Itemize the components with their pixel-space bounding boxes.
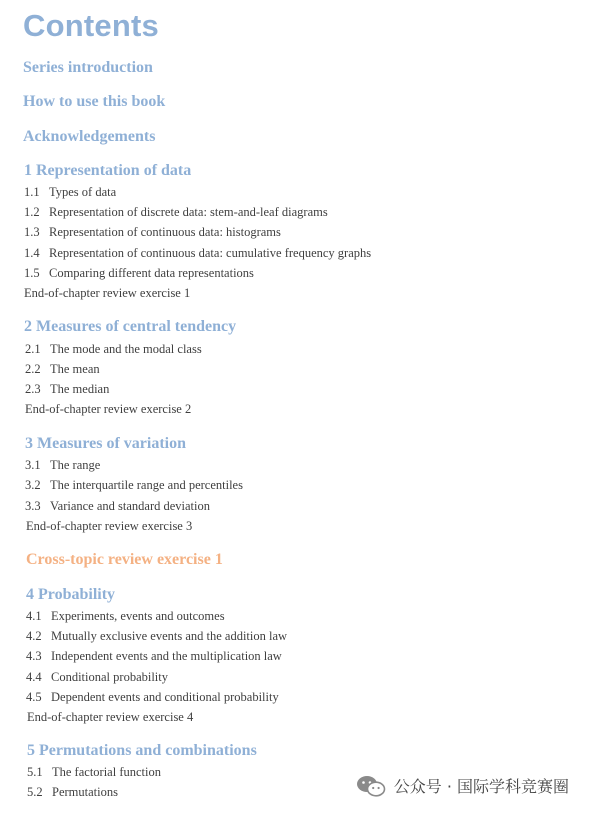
- watermark: [356, 774, 569, 797]
- item-number: 5.1: [27, 765, 43, 779]
- item-number: 2.2: [25, 362, 41, 376]
- page-title: Contents: [23, 8, 159, 43]
- toc-item[interactable]: [25, 458, 100, 473]
- item-title: The factorial function: [52, 765, 161, 779]
- item-title: Mutually exclusive events and the addition law: [51, 629, 288, 643]
- toc-item[interactable]: [25, 499, 210, 514]
- item-title: Representation of continuous data: histograms: [49, 225, 281, 239]
- item-title: Dependent events and conditional probability: [51, 690, 279, 704]
- toc-item[interactable]: [27, 765, 161, 780]
- toc-item[interactable]: [26, 649, 282, 664]
- toc-item[interactable]: [25, 382, 109, 397]
- item-number: 4.3: [26, 649, 42, 663]
- toc-item[interactable]: [24, 225, 281, 240]
- item-number: 3.1: [25, 458, 41, 472]
- item-title: The mean: [50, 362, 100, 376]
- chapter-heading[interactable]: 1 Representation of data: [24, 162, 192, 179]
- toc-item[interactable]: [26, 670, 168, 685]
- wechat-icon: [356, 775, 386, 797]
- toc-item[interactable]: [25, 342, 202, 357]
- item-number: 1.4: [24, 246, 40, 260]
- toc-item[interactable]: [24, 266, 254, 281]
- toc-item[interactable]: [24, 246, 371, 261]
- review-exercise[interactable]: End-of-chapter review exercise 1: [24, 286, 191, 300]
- item-number: 5.2: [27, 785, 43, 799]
- item-number: 4.1: [26, 609, 42, 623]
- item-number: 1.1: [24, 185, 40, 199]
- toc-item[interactable]: [27, 785, 118, 800]
- item-title: Representation of continuous data: cumulative frequency graphs: [49, 246, 372, 260]
- chapter-heading[interactable]: 2 Measures of central tendency: [24, 318, 237, 335]
- item-title: Experiments, events and outcomes: [51, 609, 225, 623]
- toc-item[interactable]: [26, 690, 279, 705]
- item-number: 3.2: [25, 478, 41, 492]
- item-number: 1.5: [24, 266, 40, 280]
- item-number: 1.3: [24, 225, 40, 239]
- item-title: The median: [50, 382, 110, 396]
- toc-link-how-to-use[interactable]: How to use this book: [23, 93, 166, 110]
- item-title: Variance and standard deviation: [50, 499, 211, 513]
- item-number: 3.3: [25, 499, 41, 513]
- chapter-heading[interactable]: 5 Permutations and combinations: [27, 742, 257, 759]
- review-exercise[interactable]: End-of-chapter review exercise 2: [25, 402, 192, 416]
- item-title: Comparing different data representations: [49, 266, 254, 280]
- toc-item[interactable]: [25, 478, 243, 493]
- item-title: Representation of discrete data: stem-and-leaf diagrams: [49, 205, 328, 219]
- item-number: 4.5: [26, 690, 42, 704]
- item-number: 4.2: [26, 629, 42, 643]
- item-title: Permutations: [52, 785, 118, 799]
- toc-item[interactable]: [25, 362, 100, 377]
- toc-link-acknowledgements[interactable]: Acknowledgements: [23, 128, 156, 145]
- item-title: Types of data: [49, 185, 117, 199]
- cross-topic-review-heading[interactable]: Cross-topic review exercise 1: [26, 551, 223, 568]
- item-number: 1.2: [24, 205, 40, 219]
- item-title: Conditional probability: [51, 670, 169, 684]
- item-title: The mode and the modal class: [50, 342, 202, 356]
- item-number: 2.1: [25, 342, 41, 356]
- toc-item[interactable]: [26, 609, 225, 624]
- toc-item[interactable]: [26, 629, 287, 644]
- toc-link-series-introduction[interactable]: Series introduction: [23, 59, 153, 76]
- item-title: The range: [50, 458, 101, 472]
- item-title: The interquartile range and percentiles: [50, 478, 243, 492]
- review-exercise[interactable]: End-of-chapter review exercise 4: [27, 710, 194, 724]
- item-title: Independent events and the multiplication law: [51, 649, 282, 663]
- toc-item[interactable]: [24, 185, 116, 200]
- item-number: 2.3: [25, 382, 41, 396]
- chapter-heading[interactable]: 4 Probability: [26, 586, 116, 603]
- watermark-text: 公众号 · 国际学科竞赛圈: [393, 777, 569, 796]
- item-number: 4.4: [26, 670, 42, 684]
- toc-item[interactable]: [24, 205, 328, 220]
- chapter-heading[interactable]: 3 Measures of variation: [25, 435, 187, 452]
- review-exercise[interactable]: End-of-chapter review exercise 3: [26, 519, 193, 533]
